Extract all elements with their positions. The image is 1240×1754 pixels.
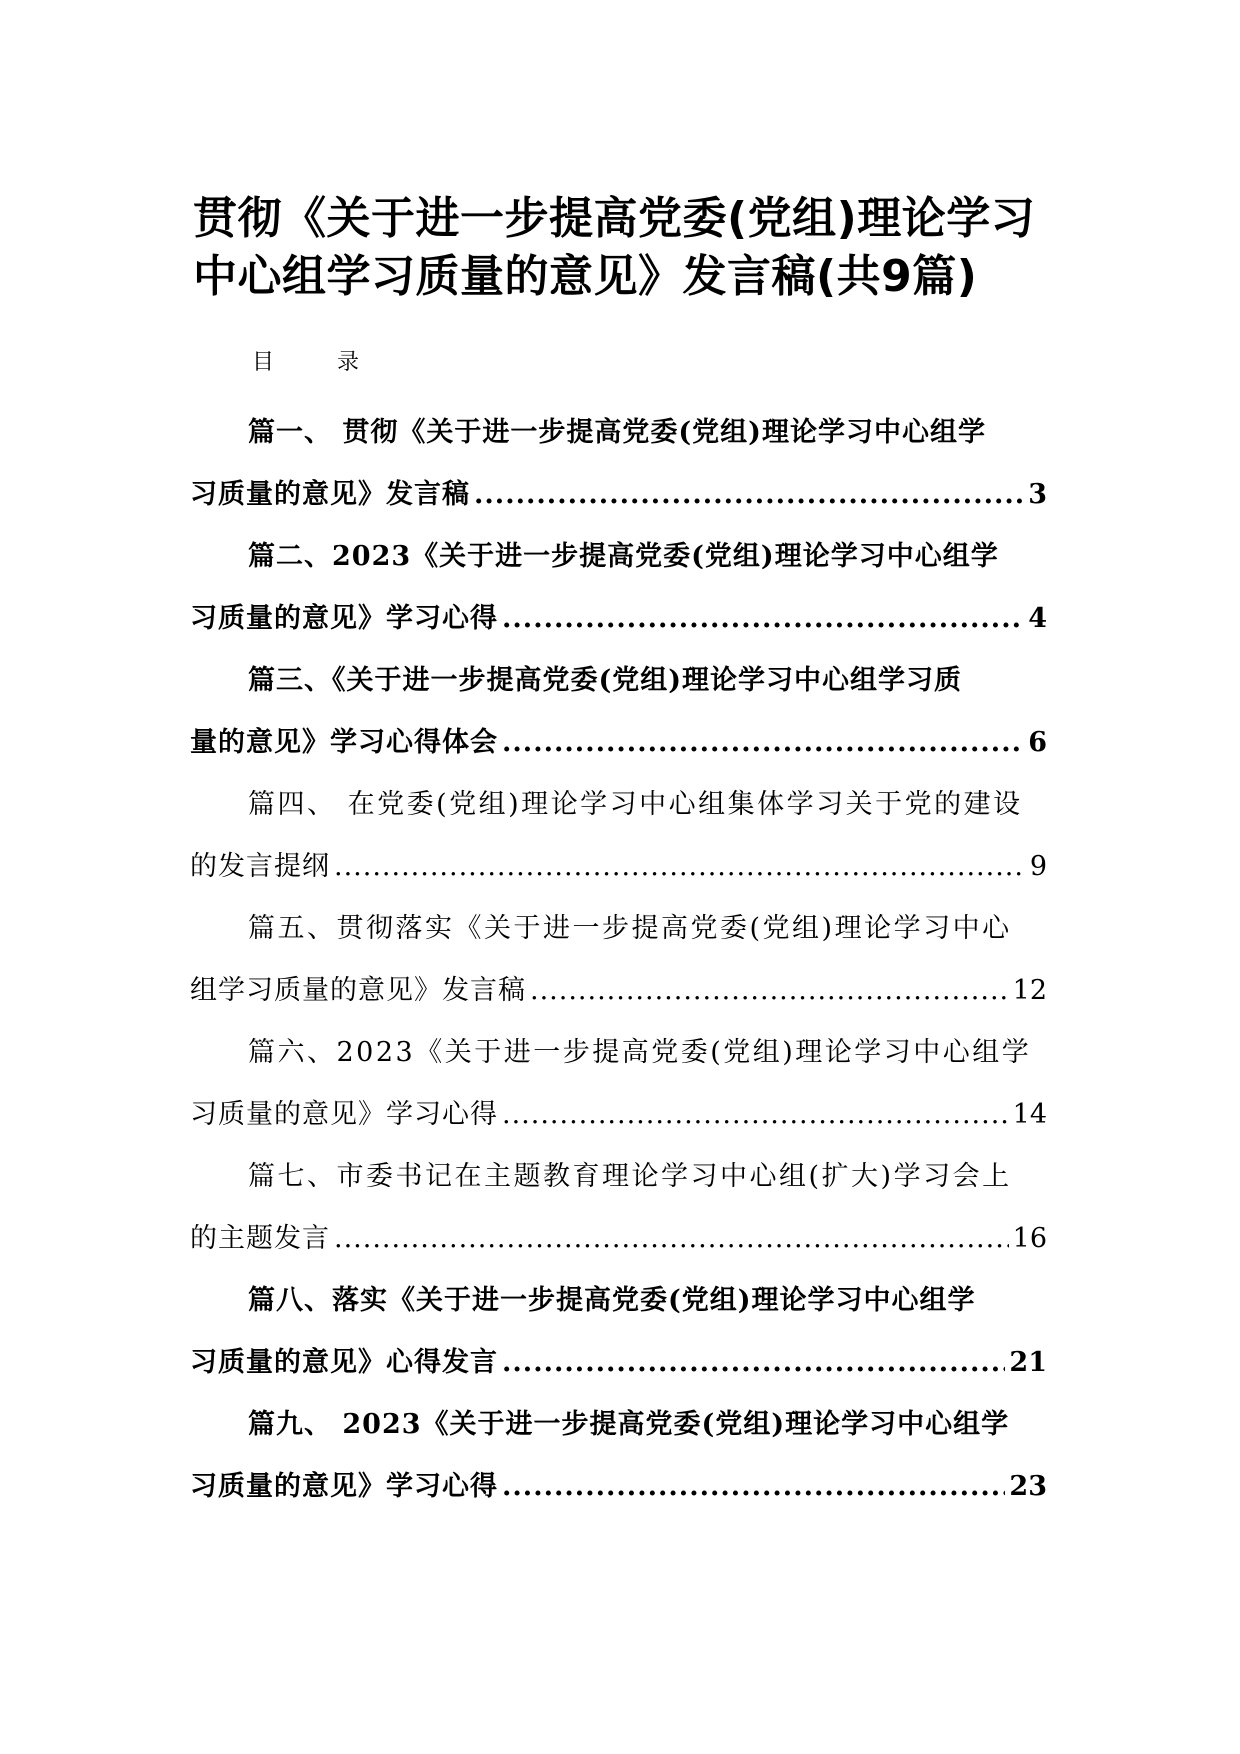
toc-entry-title-end: 量的意见》学习心得体会	[190, 727, 498, 758]
toc-leader-dots	[502, 1456, 1005, 1518]
toc-entry-title: 篇八、落实《关于进一步提高党委(党组)理论学习中心组学	[248, 1285, 976, 1316]
toc-entry-continuation	[190, 464, 1047, 526]
toc-entry-title: 篇一、 贯彻《关于进一步提高党委(党组)理论学习中心组学	[248, 417, 986, 448]
toc-entry-title: 篇六、2023《关于进一步提高党委(党组)理论学习中心组学	[248, 1037, 1032, 1068]
toc-entry-continuation	[190, 1332, 1047, 1394]
toc-heading: 目 录	[252, 350, 387, 375]
toc-leader-dots	[334, 836, 1026, 898]
toc-entry-title-end: 的发言提纲	[190, 851, 330, 882]
toc-entry[interactable]	[190, 1394, 1047, 1518]
document-title: 贯彻《关于进一步提高党委(党组)理论学习中心组学习质量的意见》发言稿(共9篇)	[193, 193, 1036, 302]
toc-entry-title: 篇三、《关于进一步提高党委(党组)理论学习中心组学习质	[248, 665, 963, 696]
toc-entry-title: 篇五、贯彻落实《关于进一步提高党委(党组)理论学习中心	[248, 913, 1012, 944]
toc-page-number: 21	[1009, 1347, 1047, 1378]
toc-entry-continuation	[190, 712, 1047, 774]
toc-entry-title-end: 习质量的意见》学习心得	[190, 1099, 498, 1130]
toc-entry[interactable]	[190, 774, 1047, 898]
toc-entry-title-end: 习质量的意见》学习心得	[190, 1471, 498, 1502]
toc-leader-dots	[334, 1208, 1009, 1270]
toc-entry-continuation	[190, 836, 1047, 898]
toc-entry-continuation	[190, 588, 1047, 650]
toc-page-number: 23	[1009, 1471, 1047, 1502]
toc-entry-title-end: 习质量的意见》心得发言	[190, 1347, 498, 1378]
toc-entry[interactable]	[190, 1270, 1047, 1394]
toc-entry-title-end: 习质量的意见》发言稿	[190, 479, 470, 510]
toc-page-number: 6	[1028, 727, 1047, 758]
toc-entry[interactable]	[190, 402, 1047, 526]
toc-entry-title: 篇二、2023《关于进一步提高党委(党组)理论学习中心组学	[248, 541, 999, 572]
toc-page-number: 16	[1012, 1223, 1047, 1254]
toc-page-number: 3	[1028, 479, 1047, 510]
toc-leader-dots	[502, 588, 1024, 650]
toc-entry[interactable]	[190, 650, 1047, 774]
toc-leader-dots	[502, 1332, 1005, 1394]
toc-entry-title-end: 习质量的意见》学习心得	[190, 603, 498, 634]
toc-entry-continuation	[190, 1084, 1047, 1146]
toc-entry-continuation	[190, 960, 1047, 1022]
toc-leader-dots	[530, 960, 1009, 1022]
toc-entry-title-end: 的主题发言	[190, 1223, 330, 1254]
table-of-contents	[190, 402, 1047, 1518]
toc-entry-title-end: 组学习质量的意见》发言稿	[190, 975, 526, 1006]
toc-entry-title: 篇七、市委书记在主题教育理论学习中心组(扩大)学习会上	[248, 1161, 1012, 1192]
toc-leader-dots	[502, 712, 1024, 774]
toc-entry[interactable]	[190, 898, 1047, 1022]
toc-entry[interactable]	[190, 526, 1047, 650]
toc-entry-title: 篇四、 在党委(党组)理论学习中心组集体学习关于党的建设	[248, 789, 1023, 820]
toc-entry-continuation	[190, 1208, 1047, 1270]
toc-page-number: 14	[1012, 1099, 1047, 1130]
toc-page-number: 12	[1012, 975, 1047, 1006]
toc-page-number: 9	[1029, 851, 1047, 882]
toc-entry[interactable]	[190, 1146, 1047, 1270]
toc-entry-title: 篇九、 2023《关于进一步提高党委(党组)理论学习中心组学	[248, 1409, 1010, 1440]
toc-page-number: 4	[1028, 603, 1047, 634]
toc-entry-continuation	[190, 1456, 1047, 1518]
toc-entry[interactable]	[190, 1022, 1047, 1146]
toc-leader-dots	[502, 1084, 1009, 1146]
toc-leader-dots	[474, 464, 1024, 526]
